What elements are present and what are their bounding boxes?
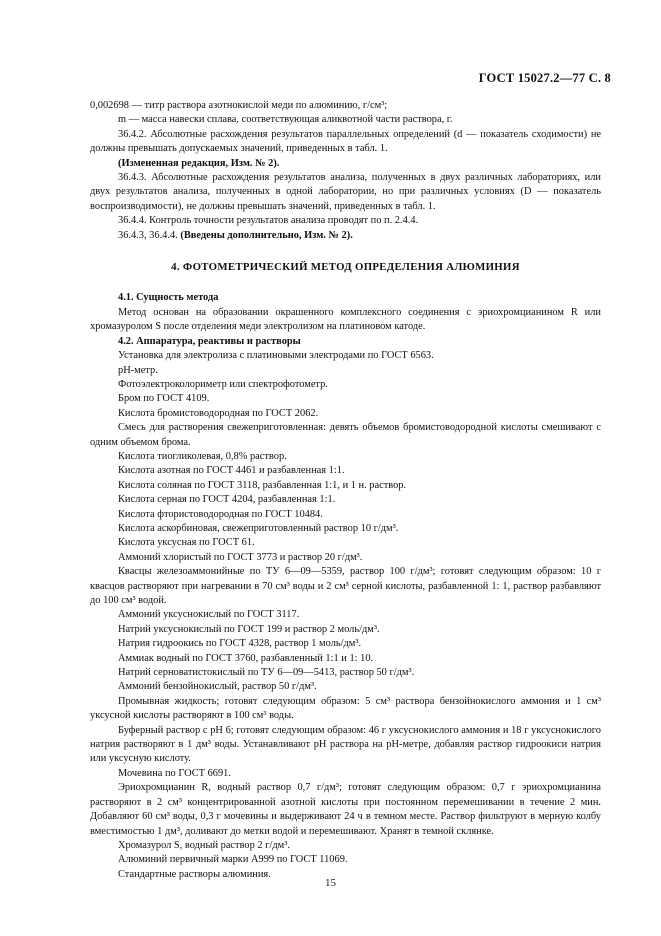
paragraph-36-4-2: 36.4.2. Абсолютные расхождения результатов параллельных определений (d — показатель сходимости) не должны превышать допускаемых значений, приведенных в табл. 1. — [90, 128, 601, 155]
list-item: Кислота соляная по ГОСТ 3118, разбавленная 1:1, и 1 н. раствор. — [118, 479, 407, 491]
subsection-4-2-title: 4.2. Аппаратура, реактивы и растворы — [118, 335, 301, 347]
added-note: (Введены дополнительно, Изм. № 2). — [180, 229, 353, 241]
list-item: Промывная жидкость; готовят следующим образом: 5 см³ раствора бензойнокислого аммония и 1 см³ уксусной кислоты растворяют в 100 см³ воды. — [90, 695, 601, 722]
subsection-4-1-title: 4.1. Сущность метода — [118, 292, 219, 304]
list-item: Фотоэлектроколориметр или спектрофотометр. — [118, 378, 328, 390]
amendment-note: (Измененная редакция, Изм. № 2). — [118, 157, 280, 169]
list-item: Алюминий первичный марки А999 по ГОСТ 11069. — [118, 854, 348, 866]
list-item: Установка для электролиза с платиновыми электродами по ГОСТ 6563. — [118, 350, 434, 362]
list-item: Кислота серная по ГОСТ 4204, разбавленная 1:1. — [118, 494, 336, 506]
list-item: Натрия гидроокись по ГОСТ 4328, раствор 1 моль/дм³. — [118, 638, 362, 650]
formula-explanation: 0,002698 — титр раствора азотнокислой меди по алюминию, г/см³; — [90, 100, 388, 111]
list-item: Эриохромцианин R, водный раствор 0,7 г/дм³; готовят следующим образом: 0,7 г эриохромцианина растворяют в 2 см³ концентрированной азотной кислоты при постоянном перемешивании в течение 2 мин. Добавляют 60 см³ воды, 0,3 г мочевины и выдерживают 24 ч в темном месте. Раствор фильтруют в мерную колбу вместимостью 1 дм³, доливают до метки водой и перемешивают. Хранят в темной склянке. — [90, 782, 601, 837]
formula-variable: m — масса навески сплава, соответствующая аликвотной части раствора, г. — [118, 114, 453, 126]
paragraph-36-4-4: 36.4.4. Контроль точности результатов анализа проводят по п. 2.4.4. — [118, 215, 419, 227]
list-item: Натрий серноватистокислый по ТУ 6—09—5413, раствор 50 г/дм³. — [118, 667, 415, 679]
list-item: Бром по ГОСТ 4109. — [118, 393, 210, 405]
list-item: pH-метр. — [118, 364, 158, 376]
added-clauses — [90, 229, 601, 243]
document-body — [90, 99, 601, 882]
list-item: Квасцы железоаммонийные по ТУ 6—09—5359, раствор 100 г/дм³; готовят следующим образом: 10 г квасцов растворяют при нагревании в 70 см³ воды и 2 см³ серной кислоты, разбавленной 1: 1, раствор разбавляют до 100 см³ водой. — [90, 566, 601, 606]
subsection-4-1-text: Метод основан на образовании окрашенного комплексного соединения с эриохромцианином R или хромазуролом S после отделения меди электролизом на платиновом катоде. — [90, 306, 601, 333]
paragraph-36-4-3: 36.4.3. Абсолютные расхождения результатов анализа, полученных в двух различных лабораториях, или двух результатов анализа, полученных в одной лаборатории, но при различных условиях (D — показатель воспроизводимости), не должны превышать значений, приведенных в табл. 1. — [90, 172, 601, 212]
page-number: 15 — [325, 877, 336, 889]
page-header: ГОСТ 15027.2—77 С. 8 — [478, 71, 611, 85]
section-title: 4. ФОТОМЕТРИЧЕСКИЙ МЕТОД ОПРЕДЕЛЕНИЯ АЛЮМИНИЯ — [171, 261, 520, 274]
list-item: Мочевина по ГОСТ 6691. — [118, 767, 231, 779]
list-item: Хромазурол S, водный раствор 2 г/дм³. — [118, 839, 290, 851]
list-item: Кислота аскорбиновая, свежеприготовленный раствор 10 г/дм³. — [118, 522, 399, 534]
list-item: Аммоний хлористый по ГОСТ 3773 и раствор 20 г/дм³. — [118, 551, 363, 563]
list-item: Кислота фтористоводородная по ГОСТ 10484. — [118, 508, 323, 520]
list-item: Аммоний бензойнокислый, раствор 50 г/дм³. — [118, 681, 317, 693]
list-item: Кислота уксусная по ГОСТ 61. — [118, 537, 255, 549]
list-item: Аммиак водный по ГОСТ 3760, разбавленный 1:1 и 1: 10. — [118, 652, 374, 664]
list-item: Буферный раствор с pH 6; готовят следующим образом: 46 г уксуснокислого аммония и 18 г уксуснокислого натрия растворяют в 1 дм³ воды. Устанавливают pH раствора на pH-метре, добавляя раствор гидроокиси натрия или уксусную кислоту. — [90, 724, 601, 765]
list-item: Кислота бромистоводородная по ГОСТ 2062. — [118, 407, 319, 419]
list-item: Аммоний уксуснокислый по ГОСТ 3117. — [118, 609, 300, 621]
list-item: Кислота азотная по ГОСТ 4461 и разбавленная 1:1. — [118, 465, 345, 477]
list-item: Кислота тиогликолевая, 0,8% раствор. — [118, 450, 287, 462]
list-item: Натрий уксуснокислый по ГОСТ 199 и раствор 2 моль/дм³. — [118, 623, 380, 635]
list-item: Смесь для растворения свежеприготовленная: девять объемов бромистоводородной кислоты смешивают с одним объемом брома. — [90, 422, 601, 448]
added-clauses-ref: 36.4.3, 36.4.4. — [118, 229, 178, 241]
list-item: Стандартные растворы алюминия. — [118, 868, 271, 880]
